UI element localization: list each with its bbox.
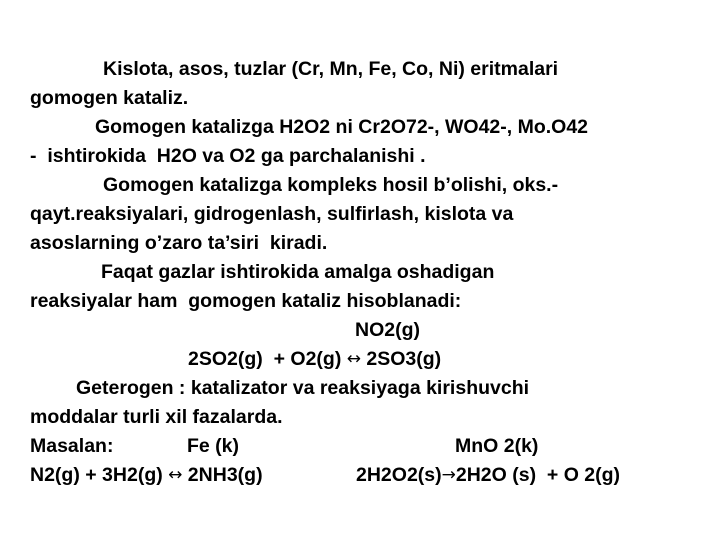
paragraph-3-line-2: qayt.reaksiyalari, gidrogenlash, sulfirlash, kislota va [30, 203, 514, 225]
paragraph-5-line-1: Geterogen : katalizator va reaksiyaga kirishuvchi [76, 377, 530, 399]
paragraph-1-line-2: gomogen kataliz. [30, 87, 189, 109]
catalyst-mno2: MnO 2(k) [455, 435, 539, 457]
reaction-ammonia-synthesis [30, 462, 263, 488]
reaction-so2-right: 2SO3(g) [360, 348, 442, 370]
reaction-h2o2-left: 2H2O2(s) [356, 464, 442, 486]
paragraph-2-line-2: - ishtirokida H2O va O2 ga parchalanishi . [30, 145, 426, 167]
paragraph-4-line-1: Faqat gazlar ishtirokida amalga oshadigan [101, 261, 495, 283]
paragraph-4-line-2: reaksiyalar ham gomogen kataliz hisoblanadi: [30, 290, 462, 312]
right-arrow-icon: → [441, 465, 456, 485]
catalyst-fe: Fe (k) [187, 435, 240, 457]
reaction-h2o2-decomposition [356, 462, 620, 488]
paragraph-3-line-1: Gomogen katalizga kompleks hosil b’olishi, oks.- [103, 174, 559, 196]
reaction-nh3-left: N2(g) + 3H2(g) [30, 464, 169, 486]
reaction-so2-oxidation [188, 346, 441, 372]
catalyst-no2: NO2(g) [355, 319, 420, 341]
paragraph-1-line-1: Kislota, asos, tuzlar (Cr, Mn, Fe, Co, Ni) eritmalari [103, 58, 559, 80]
example-label: Masalan: [30, 435, 114, 457]
reaction-nh3-right: 2NH3(g) [182, 464, 263, 486]
paragraph-5-line-2: moddalar turli xil fazalarda. [30, 406, 283, 428]
equilibrium-arrow-icon: ↔ [168, 465, 183, 485]
reaction-so2-left: 2SO2(g) + O2(g) [188, 348, 347, 370]
paragraph-3-line-3: asoslarning o’zaro ta’siri kiradi. [30, 232, 328, 254]
equilibrium-arrow-icon: ↔ [346, 349, 361, 369]
paragraph-2-line-1: Gomogen katalizga H2O2 ni Cr2O72-, WO42-, Mo.O42 [95, 116, 589, 138]
reaction-h2o2-right: 2H2O (s) + O 2(g) [455, 464, 621, 486]
